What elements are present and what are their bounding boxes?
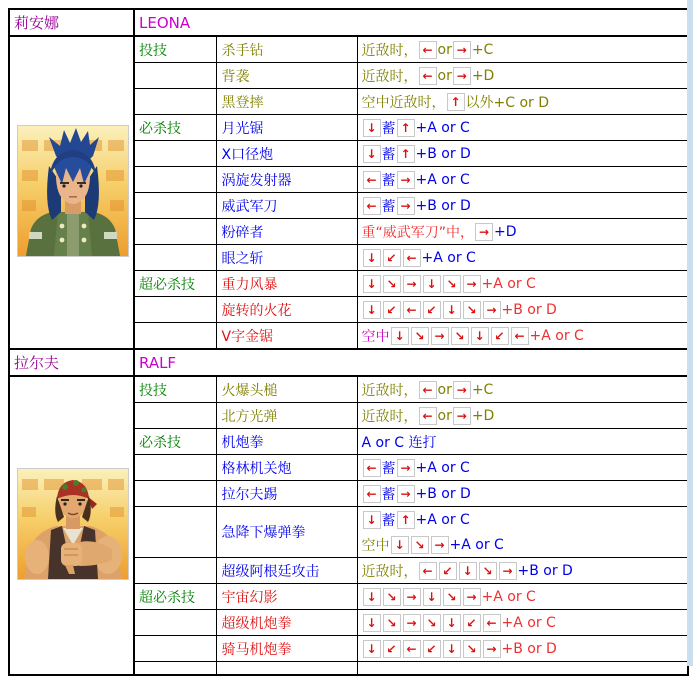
command-text: 空中近敌时， [361, 94, 446, 111]
character-header-row [9, 9, 688, 36]
command-cell [357, 245, 688, 271]
command-line [362, 219, 686, 244]
command-line [362, 297, 686, 322]
command-text: 重“威武军刀”中， [361, 224, 475, 241]
command-text: +C [471, 381, 494, 398]
character-name-cn: 拉尔夫 [9, 349, 134, 376]
command-text: 空中 [361, 328, 390, 345]
command-line [362, 610, 686, 635]
move-name: 粉碎者 [216, 219, 357, 245]
command-text: +B or D [501, 640, 557, 657]
category-cell [134, 89, 216, 115]
move-name: V字金锯 [216, 323, 357, 350]
command-text: +C [471, 41, 494, 58]
command-cell [357, 636, 688, 662]
arrow-right-icon: → [475, 223, 493, 241]
stub-cell [357, 662, 688, 676]
character-header-row [9, 349, 688, 376]
command-text: or [437, 407, 452, 424]
arrow-left-icon: ← [403, 301, 421, 319]
arrow-left-icon: ← [419, 562, 437, 580]
command-cell [357, 89, 688, 115]
arrow-up-icon: ↑ [447, 93, 465, 111]
arrow-down-icon: ↓ [363, 640, 381, 658]
arrow-right-icon: → [403, 588, 421, 606]
command-text: +A or C [501, 614, 556, 631]
category-cell [134, 167, 216, 193]
move-name: 宇宙幻影 [216, 584, 357, 610]
move-name: 旋转的火花 [216, 297, 357, 323]
move-name: 拉尔夫踢 [216, 481, 357, 507]
command-cell [357, 610, 688, 636]
move-name: 黑登摔 [216, 89, 357, 115]
arrow-right-icon: → [499, 562, 517, 580]
arrow-left-icon: ← [403, 249, 421, 267]
command-text: 近敌时， [361, 382, 418, 399]
arrow-left-icon: ← [419, 407, 437, 425]
arrow-down-icon: ↓ [363, 145, 381, 163]
arrow-right-icon: → [453, 381, 471, 399]
arrow-down-icon: ↓ [391, 327, 409, 345]
arrow-down-right-icon: ↘ [383, 275, 401, 293]
arrow-right-icon: → [403, 275, 421, 293]
category-cell [134, 558, 216, 584]
arrow-down-icon: ↓ [471, 327, 489, 345]
command-line [362, 636, 686, 661]
command-line [362, 507, 686, 532]
command-line [362, 271, 686, 296]
arrow-down-left-icon: ↙ [463, 614, 481, 632]
arrow-left-icon: ← [403, 640, 421, 658]
arrow-right-icon: → [397, 171, 415, 189]
command-text: +A or C [481, 275, 536, 292]
category-cell [134, 297, 216, 323]
arrow-down-right-icon: ↘ [383, 588, 401, 606]
arrow-right-icon: → [463, 588, 481, 606]
command-cell [357, 481, 688, 507]
category-cell: 超必杀技 [134, 271, 216, 297]
category-cell [134, 219, 216, 245]
category-cell [134, 245, 216, 271]
move-name: 格林机关炮 [216, 455, 357, 481]
arrow-right-icon: → [403, 614, 421, 632]
command-cell [357, 429, 688, 455]
character-portrait-cell [9, 36, 134, 349]
arrow-left-icon: ← [363, 485, 381, 503]
arrow-right-icon: → [397, 197, 415, 215]
move-name: 重力风暴 [216, 271, 357, 297]
command-text: +A or C [415, 459, 470, 476]
command-line [362, 167, 686, 192]
command-text: 蓄 [381, 512, 396, 529]
arrow-right-icon: → [431, 327, 449, 345]
arrow-down-icon: ↓ [443, 301, 461, 319]
command-text: +A or C [415, 119, 470, 136]
command-cell [357, 36, 688, 63]
move-name: 超级机炮拳 [216, 610, 357, 636]
command-line [362, 89, 686, 114]
move-name: 威武军刀 [216, 193, 357, 219]
ralf-portrait [17, 468, 129, 580]
arrow-left-icon: ← [363, 171, 381, 189]
command-text: +B or D [517, 562, 573, 579]
arrow-down-right-icon: ↘ [463, 640, 481, 658]
arrow-down-right-icon: ↘ [411, 536, 429, 554]
move-row [9, 376, 688, 403]
category-cell [134, 141, 216, 167]
move-row [9, 36, 688, 63]
arrow-down-icon: ↓ [363, 301, 381, 319]
arrow-right-icon: → [453, 41, 471, 59]
arrow-right-icon: → [483, 640, 501, 658]
command-text: +A or C [481, 588, 536, 605]
command-text: +B or D [501, 301, 557, 318]
arrow-right-icon: → [397, 485, 415, 503]
command-text: +A or C [529, 327, 584, 344]
command-text: +A or C [449, 536, 504, 553]
arrow-down-left-icon: ↙ [423, 301, 441, 319]
arrow-down-left-icon: ↙ [439, 562, 457, 580]
category-cell: 必杀技 [134, 429, 216, 455]
command-line [362, 481, 686, 506]
command-text: A or C 连打 [361, 434, 437, 451]
command-text: +A or C [421, 249, 476, 266]
command-line [362, 377, 686, 402]
move-name: 涡旋发射器 [216, 167, 357, 193]
command-cell [357, 115, 688, 141]
arrow-up-icon: ↑ [397, 511, 415, 529]
arrow-left-icon: ← [483, 614, 501, 632]
category-cell [134, 481, 216, 507]
command-text: 蓄 [381, 146, 396, 163]
character-name-en: RALF [134, 349, 688, 376]
move-list-table [8, 8, 689, 676]
arrow-left-icon: ← [363, 197, 381, 215]
arrow-left-icon: ← [511, 327, 529, 345]
category-cell [134, 403, 216, 429]
arrow-right-icon: → [431, 536, 449, 554]
command-text: 近敌时， [361, 42, 418, 59]
category-cell [134, 610, 216, 636]
command-line [362, 429, 686, 454]
stub-cell [134, 662, 216, 676]
move-name: 眼之斩 [216, 245, 357, 271]
arrow-right-icon: → [453, 407, 471, 425]
command-cell [357, 376, 688, 403]
arrow-down-right-icon: ↘ [451, 327, 469, 345]
move-name: 背袭 [216, 63, 357, 89]
command-text: 以外+C or D [465, 94, 550, 111]
command-cell [357, 323, 688, 350]
command-line [362, 558, 686, 583]
command-cell [357, 193, 688, 219]
arrow-down-left-icon: ↙ [383, 640, 401, 658]
arrow-down-icon: ↓ [363, 275, 381, 293]
move-name: 骑马机炮拳 [216, 636, 357, 662]
category-cell [134, 323, 216, 350]
arrow-down-left-icon: ↙ [383, 249, 401, 267]
move-name: 急降下爆弹拳 [216, 507, 357, 558]
command-text: 近敌时， [361, 68, 418, 85]
command-text: 近敌时， [361, 408, 418, 425]
arrow-down-icon: ↓ [391, 536, 409, 554]
arrow-down-icon: ↓ [423, 275, 441, 293]
command-line [362, 532, 686, 557]
arrow-left-icon: ← [419, 41, 437, 59]
arrow-down-right-icon: ↘ [423, 614, 441, 632]
category-cell: 超必杀技 [134, 584, 216, 610]
command-text: 蓄 [381, 120, 396, 137]
category-cell: 投技 [134, 36, 216, 63]
command-line [362, 455, 686, 480]
move-name: 杀手钻 [216, 36, 357, 63]
command-cell [357, 507, 688, 558]
command-line [362, 323, 686, 348]
character-portrait-cell [9, 376, 134, 675]
command-text: +B or D [415, 197, 471, 214]
command-cell [357, 403, 688, 429]
command-cell [357, 167, 688, 193]
command-text: +A or C [415, 511, 470, 528]
category-cell [134, 63, 216, 89]
command-cell [357, 297, 688, 323]
command-text: 近敌时， [361, 563, 418, 580]
arrow-down-icon: ↓ [443, 614, 461, 632]
command-text: or [437, 41, 452, 58]
command-text: 蓄 [381, 460, 396, 477]
arrow-down-icon: ↓ [363, 614, 381, 632]
command-text: +B or D [415, 145, 471, 162]
arrow-left-icon: ← [419, 67, 437, 85]
arrow-down-right-icon: ↘ [443, 588, 461, 606]
arrow-down-right-icon: ↘ [443, 275, 461, 293]
category-cell [134, 193, 216, 219]
command-line [362, 115, 686, 140]
move-name: 火爆头槌 [216, 376, 357, 403]
command-cell [357, 558, 688, 584]
command-text: 蓄 [381, 486, 396, 503]
arrow-down-icon: ↓ [363, 249, 381, 267]
stub-cell [216, 662, 357, 676]
arrow-up-icon: ↑ [397, 119, 415, 137]
command-line [362, 403, 686, 428]
command-text: 蓄 [381, 172, 396, 189]
arrow-right-icon: → [463, 275, 481, 293]
arrow-down-icon: ↓ [459, 562, 477, 580]
category-cell [134, 455, 216, 481]
arrow-right-icon: → [397, 459, 415, 477]
command-line [362, 141, 686, 166]
arrow-down-icon: ↓ [423, 588, 441, 606]
command-line [362, 37, 686, 62]
arrow-up-icon: ↑ [397, 145, 415, 163]
move-name: 月光锯 [216, 115, 357, 141]
category-cell [134, 636, 216, 662]
command-cell [357, 584, 688, 610]
command-line [362, 584, 686, 609]
command-cell [357, 63, 688, 89]
move-name: 机炮拳 [216, 429, 357, 455]
arrow-left-icon: ← [363, 459, 381, 477]
scrollbar-strip[interactable] [687, 0, 693, 666]
move-name: 北方光弹 [216, 403, 357, 429]
move-name: X口径炮 [216, 141, 357, 167]
category-cell: 必杀技 [134, 115, 216, 141]
arrow-right-icon: → [483, 301, 501, 319]
move-name: 超级阿根廷攻击 [216, 558, 357, 584]
command-text: 空中 [361, 537, 390, 554]
category-cell: 投技 [134, 376, 216, 403]
command-cell [357, 141, 688, 167]
arrow-down-icon: ↓ [363, 588, 381, 606]
arrow-down-icon: ↓ [443, 640, 461, 658]
command-text: or [437, 67, 452, 84]
arrow-right-icon: → [453, 67, 471, 85]
command-text: +A or C [415, 171, 470, 188]
arrow-left-icon: ← [419, 381, 437, 399]
arrow-down-right-icon: ↘ [479, 562, 497, 580]
category-cell [134, 507, 216, 558]
character-name-cn: 莉安娜 [9, 9, 134, 36]
command-text: or [437, 381, 452, 398]
arrow-down-icon: ↓ [363, 119, 381, 137]
command-line [362, 245, 686, 270]
character-name-en: LEONA [134, 9, 688, 36]
command-cell [357, 271, 688, 297]
arrow-down-right-icon: ↘ [411, 327, 429, 345]
command-text: +B or D [415, 485, 471, 502]
arrow-down-right-icon: ↘ [463, 301, 481, 319]
command-line [362, 193, 686, 218]
arrow-down-left-icon: ↙ [383, 301, 401, 319]
leona-portrait [17, 125, 129, 257]
command-text: +D [471, 67, 495, 84]
arrow-down-left-icon: ↙ [491, 327, 509, 345]
command-line [362, 63, 686, 88]
arrow-down-right-icon: ↘ [383, 614, 401, 632]
command-text: +D [494, 223, 517, 240]
command-text: +D [471, 407, 495, 424]
arrow-down-left-icon: ↙ [423, 640, 441, 658]
command-cell [357, 219, 688, 245]
command-cell [357, 455, 688, 481]
command-text: 蓄 [381, 198, 396, 215]
arrow-down-icon: ↓ [363, 511, 381, 529]
